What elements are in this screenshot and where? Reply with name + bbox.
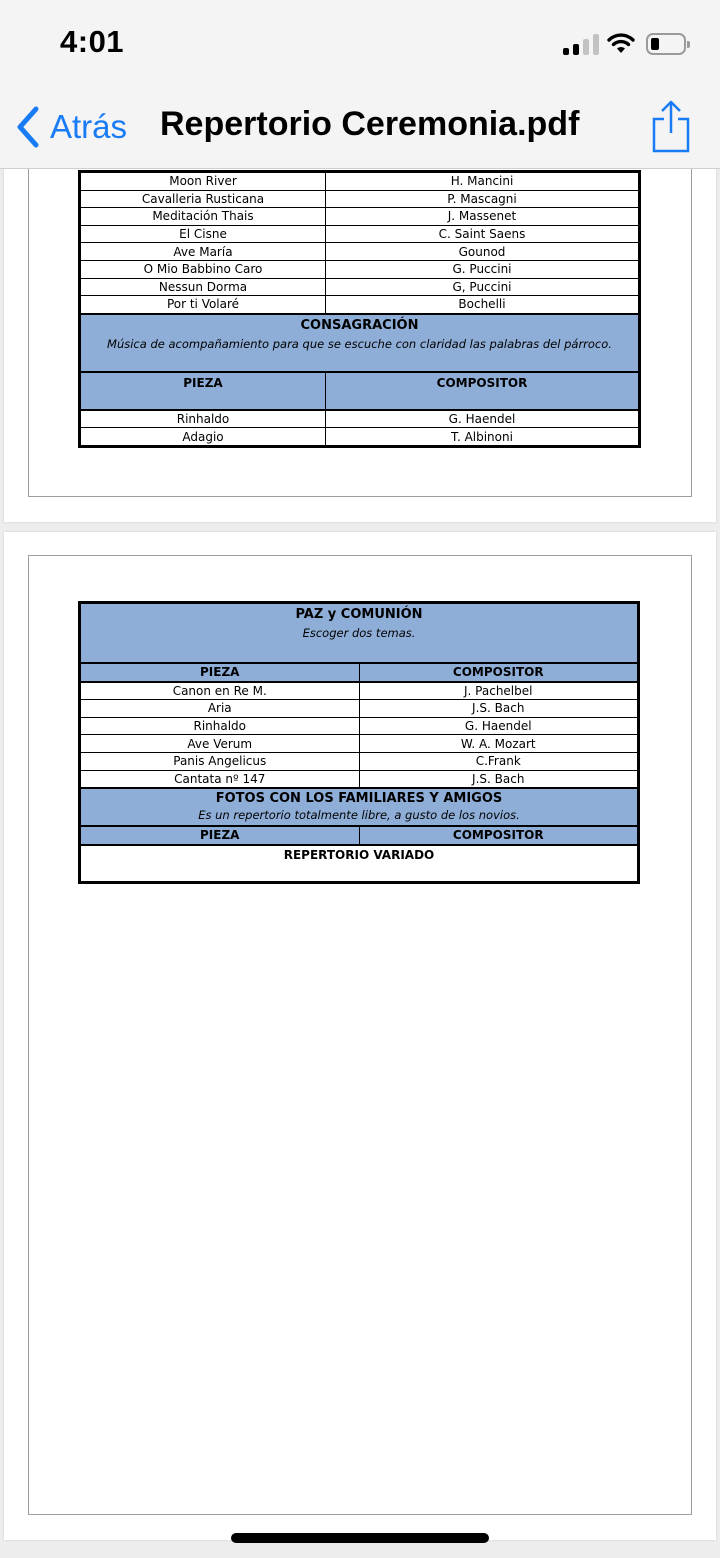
table-row — [81, 173, 639, 191]
repertorio-variado-cell: REPERTORIO VARIADO — [81, 845, 638, 882]
table-row — [81, 190, 639, 208]
cellular-signal-icon — [563, 33, 599, 55]
document-title: Repertorio Ceremonia.pdf — [160, 105, 580, 143]
pieza-cell: O Mio Babbino Caro — [81, 260, 326, 278]
table-row — [81, 682, 638, 700]
section-subtitle: Música de acompañamiento para que se escuche con claridad las palabras del párroco. — [107, 336, 612, 351]
wifi-icon — [606, 31, 636, 55]
table-row — [81, 428, 639, 446]
compositor-cell: J.S. Bach — [359, 770, 638, 788]
pdf-page-2[interactable] — [4, 532, 716, 1540]
compositor-cell: P. Mascagni — [326, 190, 639, 208]
compositor-cell: W. A. Mozart — [359, 735, 638, 753]
table-row — [81, 260, 639, 278]
compositor-cell: Bochelli — [326, 296, 639, 314]
compositor-cell: J. Pachelbel — [359, 682, 638, 700]
table-row — [81, 410, 639, 428]
compositor-cell: G. Haendel — [326, 410, 639, 428]
pieza-cell: Cavalleria Rusticana — [81, 190, 326, 208]
pieza-cell: Rinhaldo — [81, 717, 360, 735]
share-icon[interactable] — [650, 99, 692, 153]
column-header-compositor: COMPOSITOR — [359, 826, 638, 845]
section-header — [81, 604, 638, 664]
section-subtitle: Es un repertorio totalmente libre, a gusto de los novios. — [198, 808, 520, 823]
pdf-page-1[interactable] — [4, 120, 716, 522]
pieza-cell: Cantata nº 147 — [81, 770, 360, 788]
table-row — [81, 735, 638, 753]
pieza-cell: Panis Angelicus — [81, 752, 360, 770]
table-row — [81, 717, 638, 735]
compositor-cell: T. Albinoni — [326, 428, 639, 446]
compositor-cell: J.S. Bach — [359, 700, 638, 718]
column-header-pieza: PIEZA — [81, 372, 326, 410]
compositor-cell: C. Saint Saens — [326, 225, 639, 243]
pieza-cell: Por ti Volaré — [81, 296, 326, 314]
table-row — [81, 243, 639, 261]
compositor-cell: J. Massenet — [326, 208, 639, 226]
pieza-cell: Rinhaldo — [81, 410, 326, 428]
table-row — [81, 208, 639, 226]
pieza-cell: Ave María — [81, 243, 326, 261]
table-row — [81, 225, 639, 243]
repertoire-table-top — [80, 172, 639, 446]
battery-icon — [646, 33, 686, 55]
column-header-row — [81, 663, 638, 682]
pieza-cell: Meditación Thais — [81, 208, 326, 226]
compositor-cell: C.Frank — [359, 752, 638, 770]
compositor-cell: G. Puccini — [326, 260, 639, 278]
table-row — [81, 278, 639, 296]
column-header-pieza: PIEZA — [81, 663, 360, 682]
home-indicator[interactable] — [231, 1533, 489, 1543]
column-header-compositor: COMPOSITOR — [326, 372, 639, 410]
table-row — [81, 752, 638, 770]
compositor-cell: G, Puccini — [326, 278, 639, 296]
section-title: CONSAGRACIÓN — [300, 317, 419, 333]
section-subtitle: Escoger dos temas. — [302, 626, 416, 640]
column-header-compositor: COMPOSITOR — [359, 663, 638, 682]
pieza-cell: Adagio — [81, 428, 326, 446]
column-header-row — [81, 372, 639, 410]
pieza-cell: Ave Verum — [81, 735, 360, 753]
column-header-pieza: PIEZA — [81, 826, 360, 845]
back-button[interactable] — [14, 104, 127, 150]
back-button-label: Atrás — [50, 108, 128, 145]
pieza-cell: El Cisne — [81, 225, 326, 243]
pieza-cell: Nessun Dorma — [81, 278, 326, 296]
pieza-cell: Canon en Re M. — [81, 682, 360, 700]
section-title: PAZ y COMUNIÓN — [295, 607, 423, 622]
pieza-cell: Aria — [81, 700, 360, 718]
navigation-bar — [0, 0, 720, 169]
pieza-cell: Moon River — [81, 173, 326, 191]
section-title: FOTOS CON LOS FAMILIARES Y AMIGOS — [215, 791, 503, 807]
compositor-cell: Gounod — [326, 243, 639, 261]
chevron-left-icon — [14, 105, 42, 149]
table-row — [81, 700, 638, 718]
compositor-cell: G. Haendel — [359, 717, 638, 735]
repertoire-table-paz — [80, 603, 638, 882]
compositor-cell: H. Mancini — [326, 173, 639, 191]
table-row — [81, 296, 639, 314]
table-row — [81, 845, 638, 882]
section-header — [81, 788, 638, 826]
column-header-row — [81, 826, 638, 845]
table-row — [81, 770, 638, 788]
status-time: 4:01 — [60, 24, 125, 59]
section-header — [81, 314, 639, 372]
